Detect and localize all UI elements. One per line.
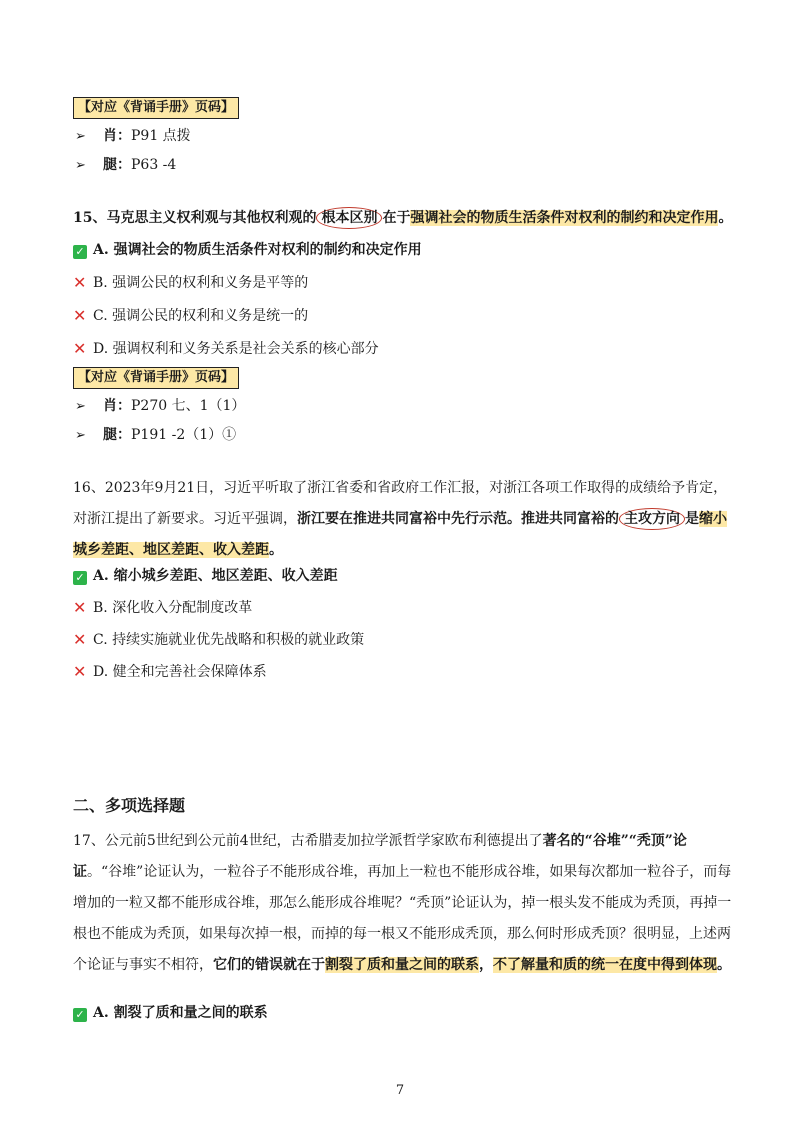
ref-tag: 【对应《背诵手册》页码】 xyxy=(73,97,239,119)
option-d: ✕ D. 健全和完善社会保障体系 xyxy=(73,662,267,681)
highlight: 割裂了质和量之间的联系 xyxy=(325,957,479,973)
question-15: 15、马克思主义权利观与其他权利观的 根本区别 在于强调社会的物质生活条件对权利的制约和决定作用。 xyxy=(73,203,733,234)
question-16: 16、2023年9月21日，习近平听取了浙江省委和省政府工作汇报，对浙江各项工作取得的成绩给予肯定，对浙江提出了新要求。习近平强调，浙江要在推进共同富裕中先行示范。推进共同富裕的 主攻方向 是缩小城乡差距、地区差距、收入差距。 xyxy=(73,480,728,558)
page-number: 7 xyxy=(395,1083,405,1098)
question-17: 17、公元前5世纪到公元前4世纪，古希腊麦加拉学派哲学家欧布利德提出了著名的“谷堆”“秃顶”论证。“谷堆”论证认为，一粒谷子不能形成谷堆，再加上一粒也不能形成谷堆，如果每次都加一粒谷子，而每增加的一粒又都不能形成谷堆，那怎么能形成谷堆呢？“秃顶”论证认为，掉一根头发不能成为秃顶，再掉一根也不能成为秃顶，如果每次掉一根，而掉的每一根又不能形成秃顶，那么何时形成秃顶？很明显，上述两个论证与事实不相符，它们的错误就在于割裂了质和量之间的联系，不了解量和质的统一在度中得到体现。 xyxy=(73,833,732,973)
arrow-icon: ➢ xyxy=(75,129,86,144)
cross-icon: ✕ xyxy=(73,306,87,325)
option-a: ✓ A. 割裂了质和量之间的联系 xyxy=(73,1003,268,1023)
option-b: ✕ B. 深化收入分配制度改革 xyxy=(73,598,253,617)
option-a: ✓ A. 强调社会的物质生活条件对权利的制约和决定作用 xyxy=(73,240,422,260)
option-b: ✕ B. 强调公民的权利和义务是平等的 xyxy=(73,273,309,292)
option-d: ✕ D. 强调权利和义务关系是社会关系的核心部分 xyxy=(73,339,379,358)
option-c: ✕ C. 持续实施就业优先战略和积极的就业政策 xyxy=(73,630,365,649)
check-icon: ✓ xyxy=(73,571,87,585)
circled-keyword: 主攻方向 xyxy=(619,508,685,530)
cross-icon: ✕ xyxy=(73,339,87,358)
circled-keyword: 根本区别 xyxy=(316,207,382,229)
arrow-icon: ➢ xyxy=(75,158,86,173)
highlight: 缩小城乡差距、地区差距、收入差距 xyxy=(73,511,727,558)
ref-line: ➢ 肖：P270 七、1（1） xyxy=(75,396,245,417)
arrow-icon: ➢ xyxy=(75,399,86,414)
cross-icon: ✕ xyxy=(73,662,87,681)
option-a: ✓ A. 缩小城乡差距、地区差距、收入差距 xyxy=(73,566,338,586)
cross-icon: ✕ xyxy=(73,598,87,617)
section-heading: 二、多项选择题 xyxy=(73,796,186,815)
ref-line: ➢ 腿：P63 -4 xyxy=(75,155,176,176)
arrow-icon: ➢ xyxy=(75,428,86,443)
ref-line: ➢ 肖：P91 点拨 xyxy=(75,126,191,147)
check-icon: ✓ xyxy=(73,1008,87,1022)
highlight: 不了解量和质的统一在度中得到体现 xyxy=(493,957,717,973)
cross-icon: ✕ xyxy=(73,273,87,292)
option-c: ✕ C. 强调公民的权利和义务是统一的 xyxy=(73,306,309,325)
ref-line: ➢ 腿：P191 -2（1）① xyxy=(75,425,236,446)
ref-tag: 【对应《背诵手册》页码】 xyxy=(73,367,239,389)
highlight: 强调社会的物质生活条件对权利的制约和决定作用 xyxy=(410,210,719,226)
check-icon: ✓ xyxy=(73,245,87,259)
cross-icon: ✕ xyxy=(73,630,87,649)
